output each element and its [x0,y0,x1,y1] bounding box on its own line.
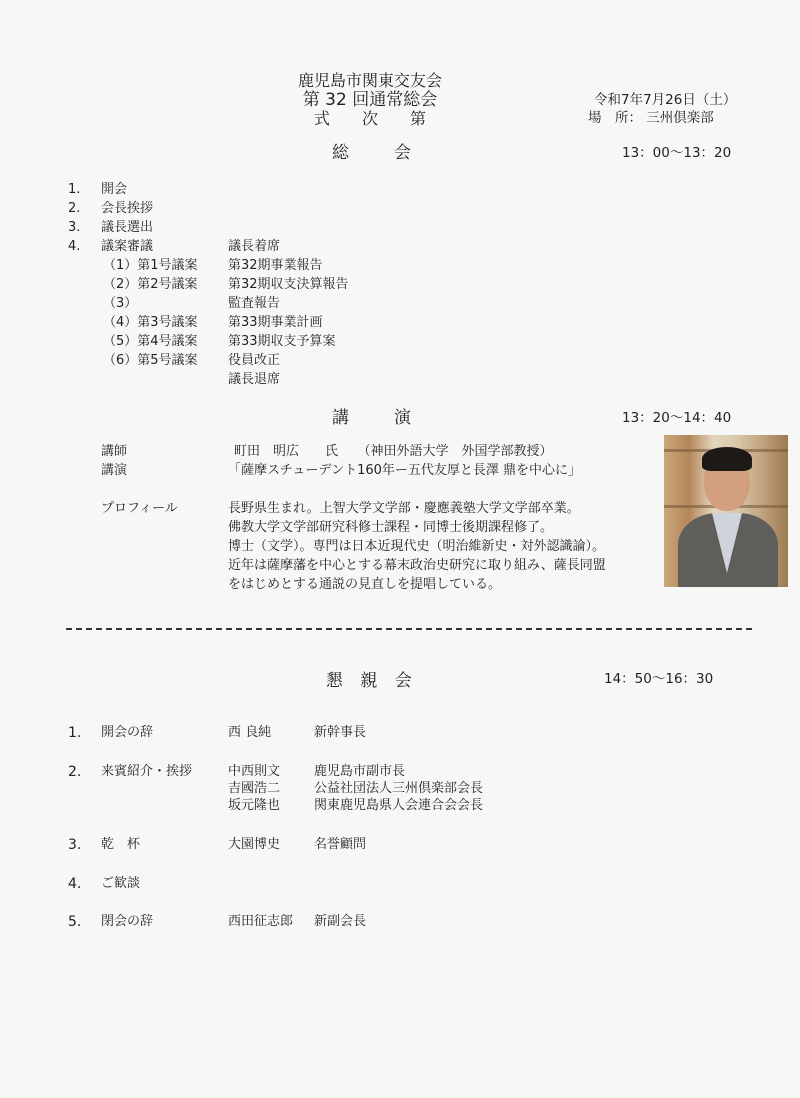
lecturer-name: 町田 明広 氏 （神田外語大学 外国学部教授） [234,444,553,459]
section-divider [66,628,752,630]
person-name: 坂元隆也 [228,798,281,813]
program-title: 式 次 第 [313,109,426,128]
person-role: 名誉顧問 [314,837,367,852]
lecturer-label: 講師 [101,444,128,459]
item-number: 3. [68,220,81,235]
item-label: 開会 [101,182,128,197]
person-name: 西 良純 [228,725,272,740]
item-number: 2. [68,764,82,780]
item-label: 開会の辞 [101,725,154,740]
item-number: 2. [68,201,81,216]
profile-line: 佛教大学文学部研究科修士課程・同博士後期課程修了。 [228,520,554,535]
section-title-konshinkai: 懇 親 会 [326,671,418,691]
meeting-title: 第 32 回通常総会 [302,90,438,110]
item-number: 1. [68,725,82,741]
profile-line: 博士（文学）。専門は日本近現代史（明治維新史・対外認識論）。 [228,539,606,554]
person-role: 新副会長 [314,914,367,929]
section-title-kouen: 講 演 [332,408,425,428]
item-label: 閉会の辞 [101,914,154,929]
item-label: ご歓談 [101,876,141,891]
agenda-title: 第32期収支決算報告 [228,277,349,292]
meeting-date: 令和7年7月26日（土） [594,92,737,108]
agenda-title: 第32期事業報告 [228,258,323,273]
lecture-label: 講演 [101,463,128,478]
section-time-kouen: 13：20～14：40 [622,410,732,426]
lecturer-photo [664,435,788,587]
section-time-soukai: 13：00～13：20 [622,145,732,161]
org-name: 鹿児島市関東交友会 [297,71,442,90]
item-label: 乾 杯 [101,837,141,852]
item-label: 議長選出 [101,220,154,235]
profile-line: 近年は薩摩藩を中心とする幕末政治史研究に取り組み、薩長同盟 [228,558,606,573]
item-label: 会長挨拶 [101,201,154,216]
agenda-number: （5）第4号議案 [103,334,198,349]
agenda-number: （2）第2号議案 [103,277,198,292]
person-name: 吉國浩二 [228,781,281,796]
agenda-number: （3） [103,296,138,311]
meeting-venue: 場 所： 三州倶楽部 [588,110,714,126]
item-number: 4. [68,239,81,254]
person-role: 新幹事長 [314,725,367,740]
agenda-title: 役員改正 [228,353,281,368]
agenda-number: （4）第3号議案 [103,315,198,330]
agenda-number: （1）第1号議案 [103,258,198,273]
agenda-title: 第33期事業計画 [228,315,323,330]
item-note: 議長着席 [228,239,281,254]
section-time-konshinkai: 14：50～16：30 [604,671,714,687]
person-name: 中西則文 [228,764,281,779]
agenda-closing: 議長退席 [228,372,281,387]
person-role: 鹿児島市副市長 [314,764,406,779]
person-name: 大園博史 [228,837,281,852]
profile-line: をはじめとする通説の見直しを提唱している。 [228,577,502,592]
profile-label: プロフィール [101,501,178,516]
agenda-title: 第33期収支予算案 [228,334,336,349]
item-number: 1. [68,182,81,197]
item-number: 5. [68,914,82,930]
agenda-number: （6）第5号議案 [103,353,198,368]
item-label: 来賓紹介・挨拶 [101,764,193,779]
item-label: 議案審議 [101,239,154,254]
item-number: 4. [68,876,82,892]
lecture-title: 「薩摩スチューデント160年ー五代友厚と長澤 鼎を中心に」 [228,463,582,478]
section-title-soukai: 総 会 [332,143,425,163]
person-name: 西田征志郎 [228,914,294,929]
person-role: 公益社団法人三州倶楽部会長 [314,781,484,796]
item-number: 3. [68,837,82,853]
agenda-title: 監査報告 [228,296,281,311]
person-role: 関東鹿児島県人会連合会会長 [314,798,484,813]
profile-line: 長野県生まれ。上智大学文学部・慶應義塾大学文学部卒業。 [228,501,580,516]
